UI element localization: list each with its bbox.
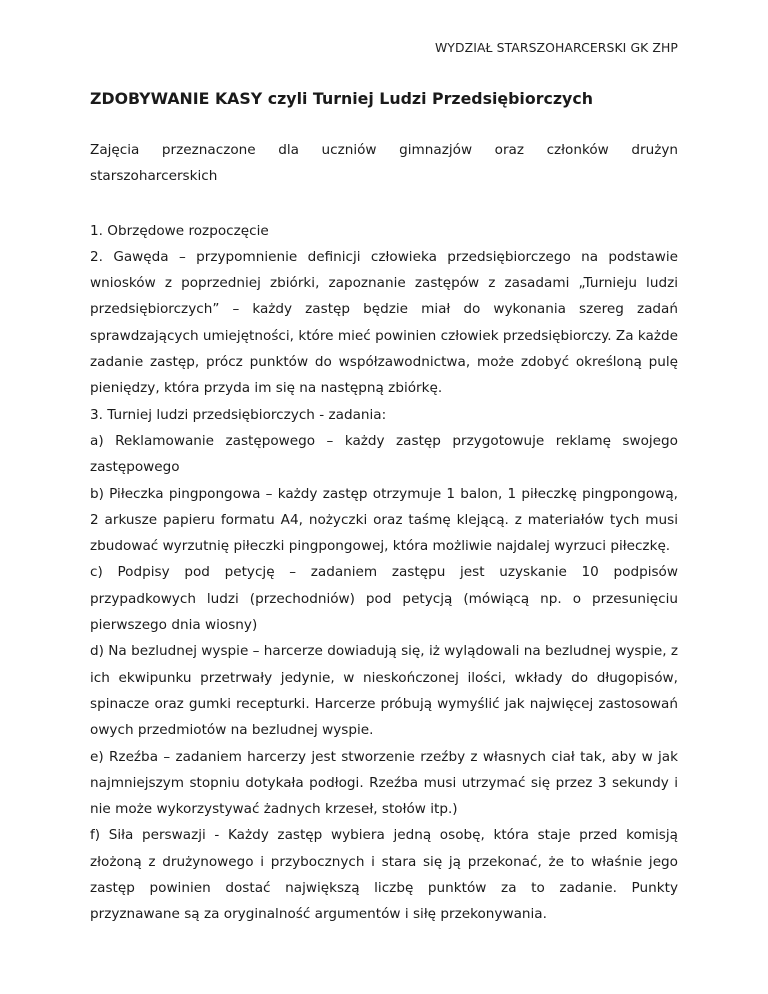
document-body	[90, 86, 678, 928]
intro-paragraph: Zajęcia przeznaczone dla uczniów gimnazjów oraz członków drużyn starszoharcerskich	[90, 142, 678, 185]
list-item-opening: 1. Obrzędowe rozpoczęcie	[90, 222, 269, 239]
activity-list	[90, 218, 678, 928]
document-title: ZDOBYWANIE KASY czyli Turniej Ludzi Przedsiębiorczych	[90, 89, 593, 108]
list-item-tournament: 3. Turniej ludzi przedsiębiorczych - zadania:	[90, 406, 387, 423]
task-persuasion: f) Siła perswazji - Każdy zastęp wybiera jedną osobę, która staje przed komisją złożoną z drużynowego i przybocznych i stara się ją przekonać, że to właśnie jego zastęp powinien dostać największą liczbę punktów za to zadanie. Punkty przyznawane są za oryginalność argumentów i siłę przekonywania.	[90, 827, 678, 923]
task-sculpture: e) Rzeźba – zadaniem harcerzy jest stworzenie rzeźby z własnych ciał tak, aby w jak najmniejszym stopniu dotykała podłogi. Rzeźba musi utrzymać się przez 3 sekundy i nie może wykorzystywać żadnych krzeseł, stołów itp.)	[90, 748, 678, 818]
task-petition: c) Podpisy pod petycję – zadaniem zastępu jest uzyskanie 10 podpisów przypadkowych ludzi (przechodniów) pod petycją (mówiącą np. o przesunięciu pierwszego dnia wiosny)	[90, 564, 678, 634]
list-item-story: 2. Gawęda – przypomnienie definicji człowieka przedsiębiorczego na podstawie wniosków z poprzedniej zbiórki, zapoznanie zastępów z zasadami „Turnieju ludzi przedsiębiorczych” – każdy zastęp będzie miał do wykonania szereg zadań sprawdzających umiejętności, które mieć powinien człowiek przedsiębiorczy. Za każde zadanie zastęp, prócz punktów do współzawodnictwa, może zdobyć określoną pulę pieniędzy, która przyda im się na następną zbiórkę.	[90, 248, 678, 397]
task-desert-island: d) Na bezludnej wyspie – harcerze dowiadują się, iż wylądowali na bezludnej wyspie, z ich ekwipunku przetrwały jedynie, w nieskończonej ilości, wkłady do długopisów, spinacze oraz gumki recepturki. Harcerze próbują wymyślić jak najwięcej zastosowań owych przedmiotów na bezludnej wyspie.	[90, 643, 678, 739]
task-advertising: a) Reklamowanie zastępowego – każdy zastęp przygotowuje reklamę swojego zastępowego	[90, 432, 678, 476]
task-ping-pong: b) Piłeczka pingpongowa – każdy zastęp otrzymuje 1 balon, 1 piłeczkę pingpongową, 2 arkusze papieru formatu A4, nożyczki oraz taśmę klejącą. z materiałów tych musi zbudować wyrzutnię piłeczki pingpongowej, która możliwie najdalej wyrzuci piłeczkę.	[90, 485, 678, 555]
page-header: WYDZIAŁ STARSZOHARCERSKI GK ZHP	[434, 40, 678, 55]
